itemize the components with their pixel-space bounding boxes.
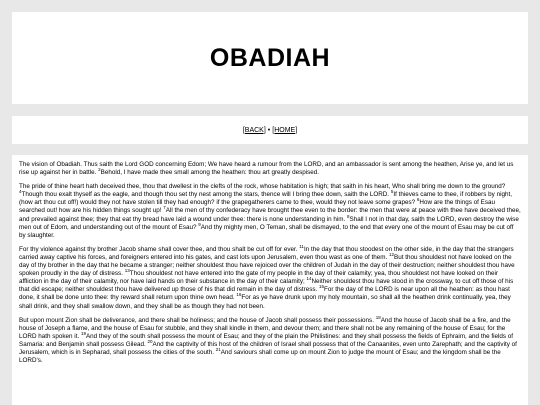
verse-4: Though thou exalt thyself as the eagle, and though thou set thy nest among the stars, thence will I bring thee down, saith the LORD. [21, 191, 390, 199]
verse-18: And the house of Jacob shall be a fire, and the house of Joseph a flame, and the house of Esau for stubble, and they shall kindle in them, and devour them; and there shall not be any remaining of the house of Esau; for the LORD hath spoken it. [19, 316, 511, 340]
verse-1: The vision of Obadiah. Thus saith the Lord GOD concerning Edom; We have heard a rumour from the LORD, and an ambassador is sent among the heathen, Arise ye, and let us rise up against her in battle. [19, 161, 514, 177]
home-link[interactable]: [HOME] [272, 126, 298, 134]
paragraph-2 [19, 183, 521, 240]
paragraph-4 [19, 314, 521, 366]
verse-number: 12 [388, 251, 394, 257]
verse-8: Shall I not in that day, saith the LORD, even destroy the wise men out of Edom, and understanding out of the mount of Esau? [19, 215, 519, 231]
verse-2: Behold, I have made thee small among the heathen: thou art greatly despised. [100, 169, 320, 177]
back-link[interactable]: [BACK] [242, 126, 266, 134]
verse-12: But thou shouldest not have looked on the day of thy brother in the day that he became a stranger; neither shouldest thou have rejoiced over the children of Judah in the day of their destruction; neither shouldest thou have spoken proudly in the day of distress. [19, 253, 515, 278]
verse-number: 8 [347, 213, 350, 219]
verse-number: 5 [390, 189, 394, 195]
verse-19: And they of the south shall possess the mount of Esau; and they of the plain the Philistines: and they shall possess the fields of Ephraim, and the fields of Samaria: and Benjamin shall possess Gilead. [19, 332, 514, 348]
verse-14: Neither shouldest thou have stood in the crossway, to cut off those of his that did escape; neither shouldest thou have delivered up those of his that did remain in the day of distress. [19, 278, 514, 294]
verse-number: 20 [147, 338, 153, 344]
verse-21: And saviours shall come up on mount Zion to judge the mount of Esau; and the kingdom shall be the LORD's. [19, 348, 501, 365]
verse-number: 13 [124, 268, 130, 274]
verse-7: All the men of thy confederacy have brought thee even to the border: the men that were at peace with thee have deceived thee, and prevailed against thee; they that eat thy bread have laid a wound under thee: there is none understanding in him. [19, 207, 521, 223]
paragraph-1 [19, 161, 521, 177]
nav-separator: • [267, 126, 271, 134]
verse-number: 16 [236, 292, 242, 298]
nav-bar [12, 116, 528, 144]
verse-11: In the day that thou stoodest on the other side, in the day that the strangers carried away captive his forces, and foreigners entered into his gates, and cast lots upon Jerusalem, even thou wast as one of them. [19, 245, 514, 261]
chapter-text [12, 155, 528, 405]
verse-3: The pride of thine heart hath deceived thee, thou that dwellest in the clefts of the rock, whose habitation is high; that saith in his heart, Who shall bring me down to the ground? [19, 183, 506, 191]
title-panel [12, 12, 528, 104]
verse-number: 6 [416, 197, 420, 203]
verse-17: But upon mount Zion shall be deliverance, and there shall be holiness; and the house of Jacob shall possess their possessions. [19, 316, 374, 324]
verse-number: 18 [375, 314, 381, 320]
verse-number: 19 [80, 330, 86, 336]
verse-number: 11 [299, 243, 304, 249]
verse-6: How are the things of Esau searched out! how are his hidden things sought up! [19, 199, 496, 215]
verse-number: 9 [198, 221, 201, 227]
verse-number: 15 [319, 284, 325, 290]
verse-13: Thou shouldest not have entered into the gate of my people in the day of their calamity; yea, thou shouldest not have looked on their affliction in the day of their calamity, nor have laid hands on their substance in the day of their calamity; [19, 270, 498, 286]
verse-number: 14 [306, 276, 312, 282]
verse-number: 7 [163, 205, 166, 211]
verse-9: And thy mighty men, O Teman, shall be dismayed, to the end that every one of the mount of Esau may be cut off by slaughter. [19, 223, 514, 239]
verse-number: 2 [98, 167, 101, 172]
verse-number: 21 [215, 346, 221, 352]
verse-15: For the day of the LORD is near upon all the heathen: as thou hast done, it shall be done unto thee: thy reward shall return upon thine own head. [19, 286, 510, 302]
verse-20: And the captivity of this host of the children of Israel shall possess that of the Canaanites, even unto Zarephath; and the captivity of Jerusalem, which is in Sepharad, shall possess the cities of the south. [19, 340, 517, 356]
verse-number: 4 [19, 189, 22, 195]
paragraph-3 [19, 243, 521, 311]
page-title: OBADIAH [209, 43, 331, 72]
verse-10: For thy violence against thy brother Jacob shame shall cover thee, and thou shalt be cut off for ever. [19, 245, 298, 253]
verse-5: If thieves came to thee, if robbers by night, (how art thou cut off!) would they not have stolen till they had enough? if the grapegatherers came to thee, would they not leave some grapes? [19, 191, 512, 207]
verse-16: For as ye have drunk upon my holy mountain, so shall all the heathen drink continually, yea, they shall drink, and they shall swallow down, and they shall be as though they had not been. [19, 294, 511, 310]
